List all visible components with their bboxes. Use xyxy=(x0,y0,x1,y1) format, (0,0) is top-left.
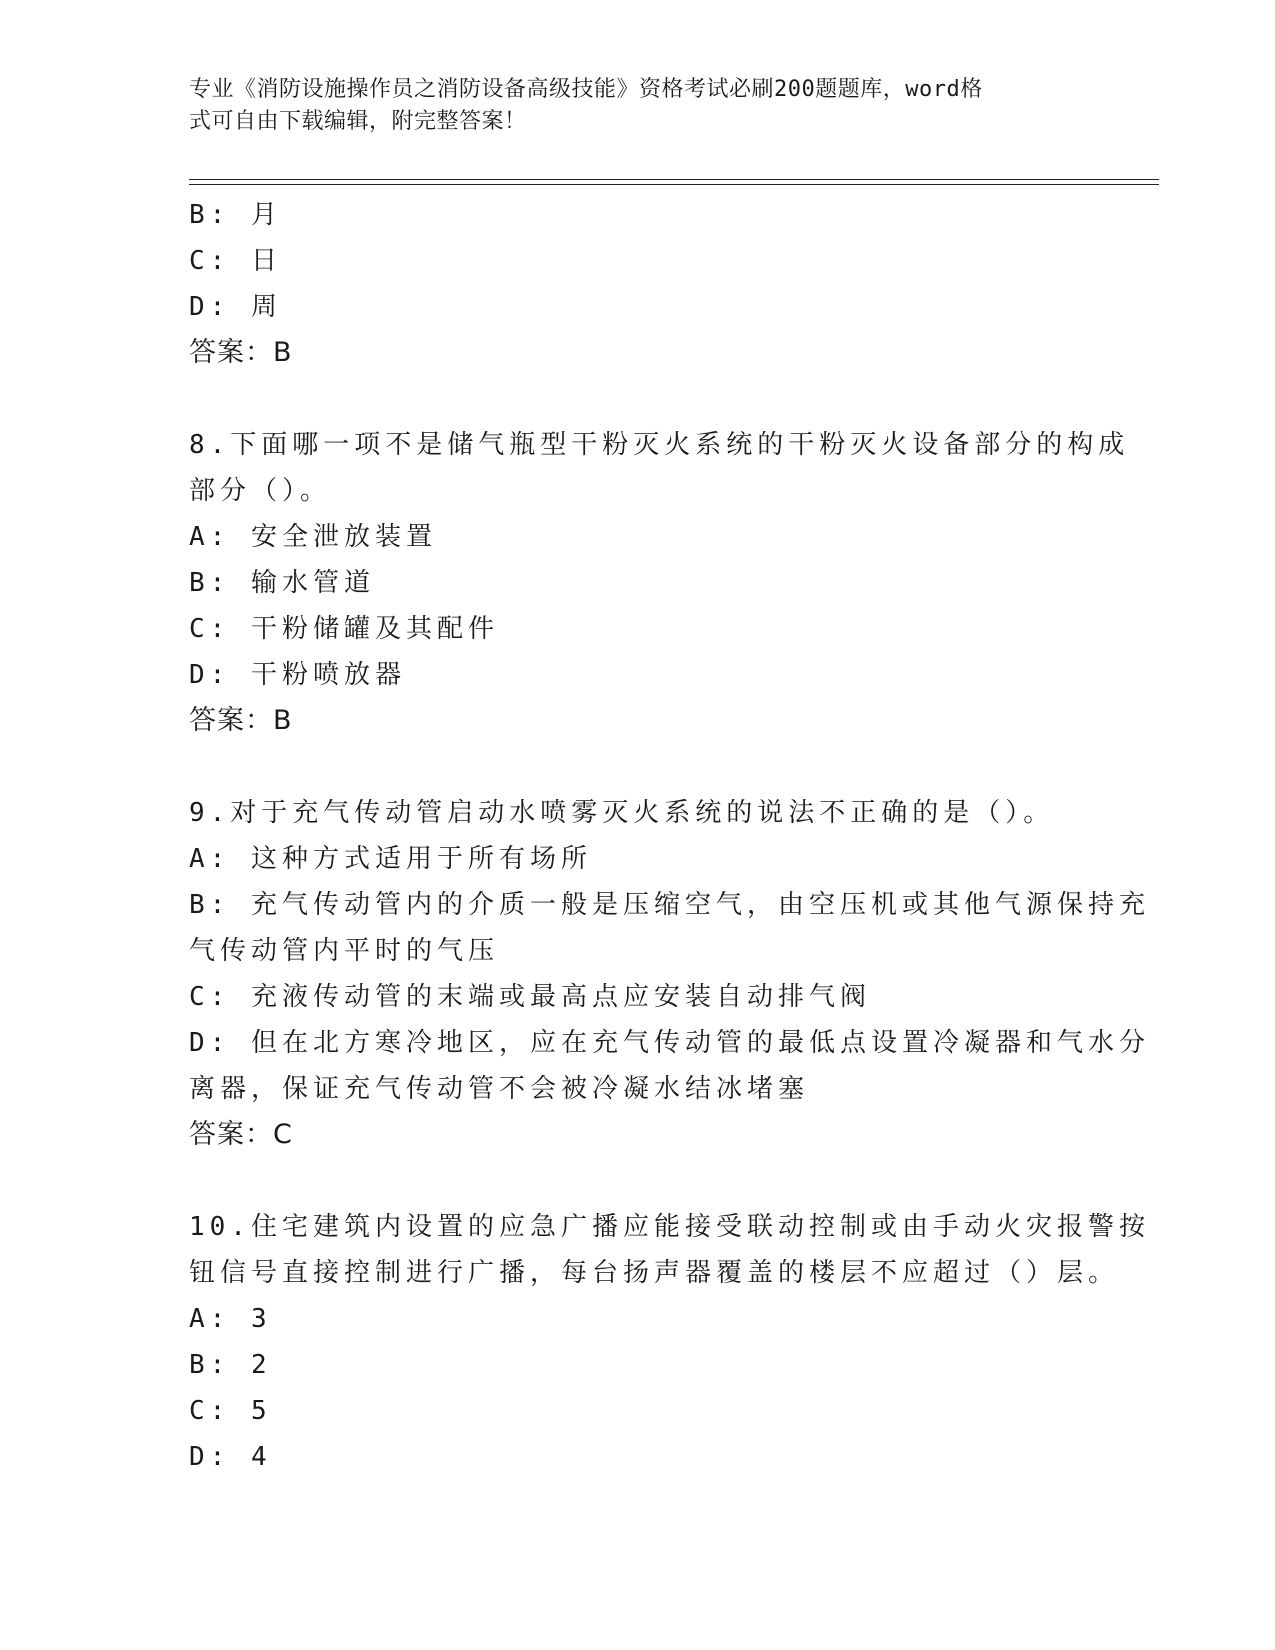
spacer xyxy=(189,1158,1089,1204)
header-divider-bottom xyxy=(189,184,1159,185)
q10-option-d: D: 4 xyxy=(189,1442,272,1472)
header-divider-top xyxy=(189,179,1159,180)
question-9 xyxy=(189,790,1150,1158)
q8-option-c: C: 干粉储罐及其配件 xyxy=(189,614,499,644)
q8-option-a: A: 安全泄放装置 xyxy=(189,522,437,552)
q9-answer: 答案：C xyxy=(189,1119,293,1150)
q7-option-c: C: 日 xyxy=(189,246,282,276)
q10-option-a: A: 3 xyxy=(189,1304,272,1334)
header-line-2: 式可自由下载编辑，附完整答案！ xyxy=(189,109,527,134)
q10-stem-line-2: 钮信号直接控制进行广播，每台扬声器覆盖的楼层不应超过（）层。 xyxy=(189,1258,1120,1288)
question-8 xyxy=(189,422,1130,744)
q8-option-b: B: 输水管道 xyxy=(189,568,375,598)
q10-option-c: C: 5 xyxy=(189,1396,272,1426)
document-header xyxy=(189,74,1069,138)
q9-option-d-line-1: D: 但在北方寒冷地区，应在充气传动管的最低点设置冷凝器和气水分 xyxy=(189,1028,1150,1058)
q8-stem-line-2: 部分（）。 xyxy=(189,476,332,506)
q8-stem-line-1: 8.下面哪一项不是储气瓶型干粉灭火系统的干粉灭火设备部分的构成 xyxy=(189,430,1130,460)
q7-answer: 答案：B xyxy=(189,337,293,368)
q8-answer: 答案：B xyxy=(189,705,293,736)
header-line-1: 专业《消防设施操作员之消防设备高级技能》资格考试必刷200题题库，word格 xyxy=(189,77,983,102)
q9-option-b-line-1: B: 充气传动管内的介质一般是压缩空气，由空压机或其他气源保持充 xyxy=(189,890,1150,920)
q9-option-a: A: 这种方式适用于所有场所 xyxy=(189,844,592,874)
q9-option-d-line-2: 离器，保证充气传动管不会被冷凝水结冰堵塞 xyxy=(189,1074,810,1104)
q10-option-b: B: 2 xyxy=(189,1350,272,1380)
question-list xyxy=(189,192,1150,1480)
question-10 xyxy=(189,1204,1150,1480)
q7-option-d: D: 周 xyxy=(189,292,282,322)
spacer xyxy=(189,744,1089,790)
q7-option-b: B: 月 xyxy=(189,200,282,230)
spacer xyxy=(189,376,1089,422)
q10-stem-line-1: 10.住宅建筑内设置的应急广播应能接受联动控制或由手动火灾报警按 xyxy=(189,1212,1150,1242)
q9-option-c: C: 充液传动管的末端或最高点应安装自动排气阀 xyxy=(189,982,871,1012)
q9-stem: 9.对于充气传动管启动水喷雾灭火系统的说法不正确的是（）。 xyxy=(189,798,1055,828)
q8-option-d: D: 干粉喷放器 xyxy=(189,660,406,690)
q9-option-b-line-2: 气传动管内平时的气压 xyxy=(189,936,500,966)
question-7-tail xyxy=(189,192,1089,376)
